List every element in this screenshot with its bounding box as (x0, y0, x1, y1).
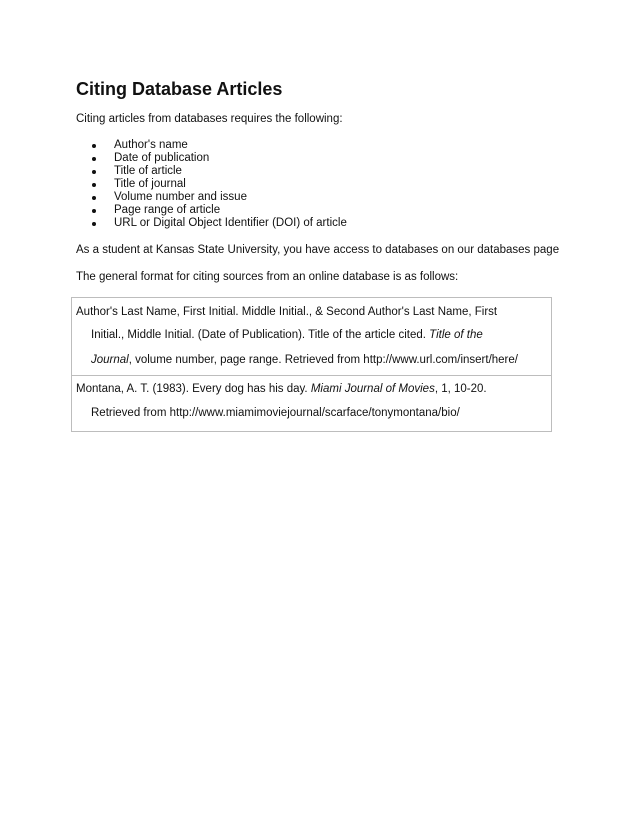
bullet-icon (92, 183, 96, 187)
template-line-3 (76, 348, 547, 372)
template-journal-title-italic: Title of the (429, 329, 483, 341)
template-line-3-text: , volume number, page range. Retrieved from http://www.url.com/insert/here/ (128, 354, 518, 366)
list-item (76, 204, 347, 217)
citation-table (71, 297, 552, 432)
list-item (76, 139, 347, 152)
template-line-2-text: Initial., Middle Initial. (Date of Publication). Title of the article cited. (91, 329, 430, 341)
list-item-text: Date of publication (114, 152, 210, 164)
list-item (76, 152, 347, 165)
format-template-cell (72, 298, 551, 376)
bullet-icon (92, 209, 96, 213)
example-line-1-suffix: , 1, 10-20. (434, 383, 487, 395)
bullet-icon (92, 222, 96, 226)
bullet-icon (92, 196, 96, 200)
format-intro: The general format for citing sources from an online database is as follows: (76, 271, 459, 283)
list-item-text: Title of article (114, 165, 182, 177)
list-item-text: Author's name (114, 139, 188, 151)
list-item (76, 217, 347, 230)
example-line-1 (76, 380, 547, 398)
list-item (76, 191, 347, 204)
bullet-icon (92, 144, 96, 148)
bullet-icon (92, 170, 96, 174)
list-item-text: Volume number and issue (114, 191, 247, 203)
access-note: As a student at Kansas State University, you have access to databases on our databases page (76, 244, 560, 256)
intro-text: Citing articles from databases requires the following: (76, 113, 343, 125)
template-journal-word-italic: Journal (91, 354, 129, 366)
list-item (76, 178, 347, 191)
example-line-1-text: Montana, A. T. (1983). Every dog has his day. (76, 383, 311, 395)
list-item-text: Page range of article (114, 204, 221, 216)
page-title: Citing Database Articles (76, 79, 283, 99)
example-line-2: Retrieved from http://www.miamimoviejournal/scarface/tonymontana/bio/ (91, 407, 460, 419)
example-citation-cell (72, 376, 551, 431)
list-item-text: Title of journal (114, 178, 186, 190)
example-journal-italic: Miami Journal of Movies (310, 383, 435, 395)
requirements-list (76, 139, 347, 230)
bullet-icon (92, 157, 96, 161)
template-line-2 (76, 322, 547, 348)
list-item (76, 165, 347, 178)
template-line-1: Author's Last Name, First Initial. Middle Initial., & Second Author's Last Name, First (76, 306, 498, 318)
list-item-text: URL or Digital Object Identifier (DOI) of article (114, 217, 347, 229)
